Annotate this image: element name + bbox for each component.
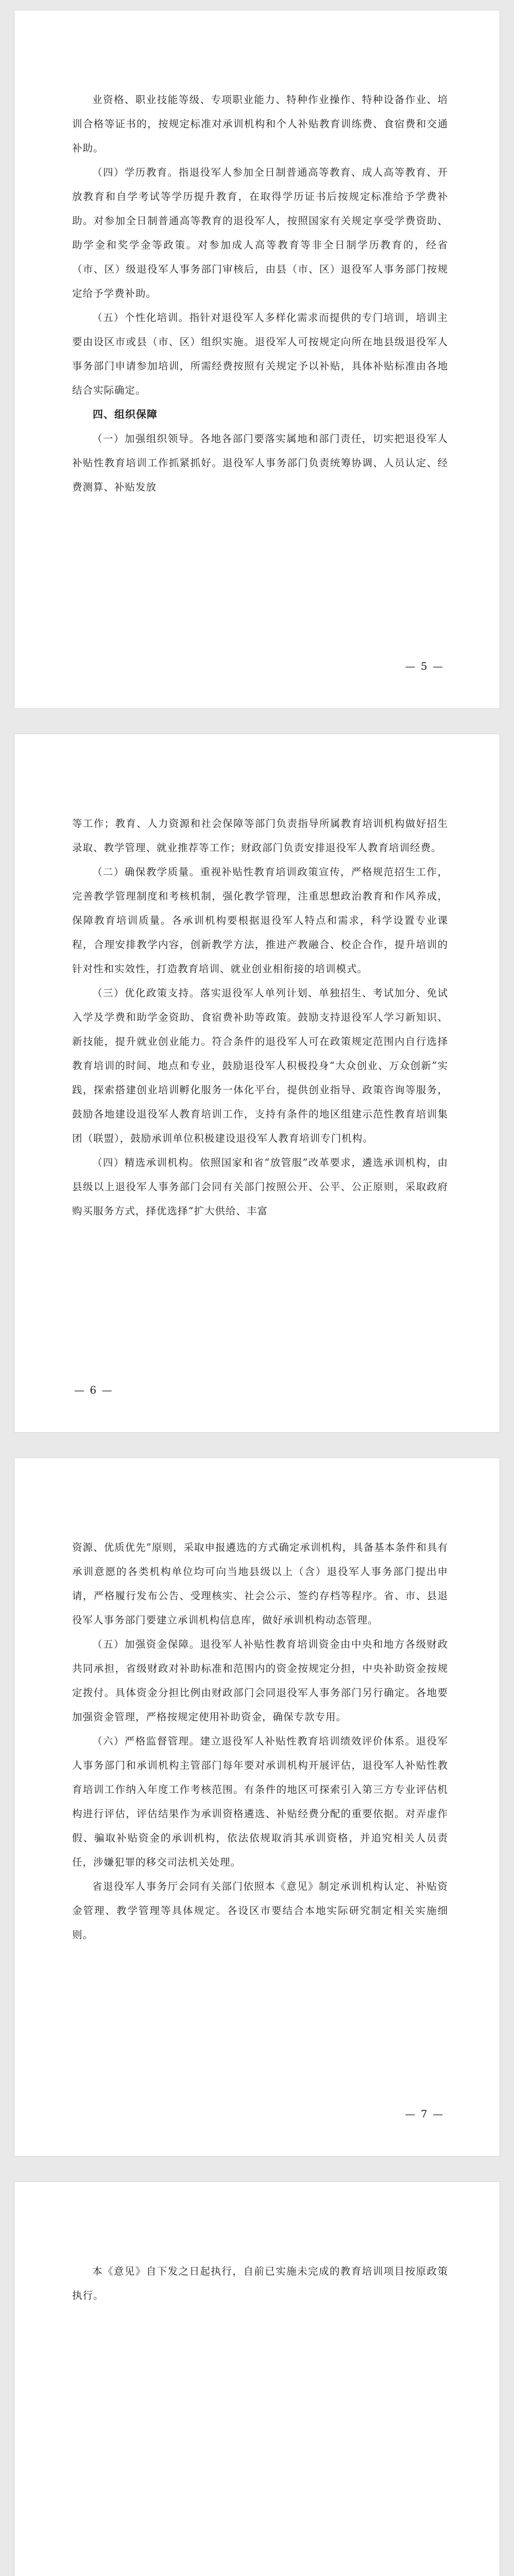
paragraph: （五）个性化培训。指针对退役军人多样化需求而提供的专门培训，培训主要由设区市或县（市、区）组织实施。退役军人可按规定向所在地县级退役军人事务部门申请参加培训，所需经费按照有关规定予以补贴，具体补贴标准由各地结合实际确定。 [72,312,448,396]
paragraph: （二）确保教学质量。重视补贴性教育培训政策宣传，严格规范招生工作，完善教学管理制度和考核机制，强化教学管理，注重思想政治教育和作风养成，保障教育培训质量。各承训机构要根据退役军人特点和需求，科学设置专业课程，合理安排教学内容，创新教学方法，推进产教融合、校企合作，提升培训的针对性和实效性，打造教育培训、就业创业相衔接的培训模式。 [72,866,448,975]
paragraph: （一）加强组织领导。各地各部门要落实属地和部门责任，切实把退役军人补贴性教育培训工作抓紧抓好。退役军人事务部门负责统筹协调、人员认定、经费测算、补贴发放 [72,433,448,493]
page-number: — 6 — [74,1384,113,1396]
page-body [72,2259,448,2308]
section-heading: 四、组织保障 [93,408,158,420]
page-body [72,1535,448,1947]
document-page-5 [14,10,500,708]
document-page-6 [14,734,500,1432]
paragraph: （六）严格监督管理。建立退役军人补贴性教育培训绩效评价体系。退役军人事务部门和承训机构主管部门每年要对承训机构开展评估，退役军人补贴性教育培训工作纳入年度工作考核范围。有条件的地区可探索引入第三方专业评估机构进行评估，评估结果作为承训资格遴选、补贴经费分配的重要依据。对弄虚作假、骗取补贴资金的承训机构，依法依规取消其承训资格，并追究相关人员责任，涉嫌犯罪的移交司法机关处理。 [72,1735,448,1868]
document-page-8 [14,2182,500,2576]
page-body [72,88,448,499]
paragraph: 资源、优质优先”原则，采取申报遴选的方式确定承训机构，具备基本条件和具有承训意愿的各类机构单位均可向当地县级以上（含）退役军人事务部门提出申请，严格履行发布公告、受理核实、社会公示、签约存档等程序。省、市、县退役军人事务部门要建立承训机构信息库，做好承训机构动态管理。 [72,1541,448,1626]
paragraph: 业资格、职业技能等级、专项职业能力、特种作业操作、特种设备作业、培训合格等证书的，按规定标准对承训机构和个人补贴教育训练费、食宿费和交通补助。 [72,94,448,154]
paragraph: 等工作；教育、人力资源和社会保障等部门负责指导所属教育培训机构做好招生录取、教学管理、就业推荐等工作；财政部门负责安排退役军人教育培训经费。 [72,818,448,854]
page-body [72,811,448,1223]
page-number: — 7 — [405,2108,444,2120]
paragraph: （四）精选承训机构。依照国家和省“放管服”改革要求，遴选承训机构，由县级以上退役军人事务部门会同有关部门按照公开、公平、公正原则，采取政府购买服务方式，择优选择“扩大供给、丰富 [72,1157,448,1217]
paragraph: 本《意见》自下发之日起执行，自前已实施未完成的教育培训项目按原政策执行。 [72,2265,448,2301]
paragraph: （五）加强资金保障。退役军人补贴性教育培训资金由中央和地方各级财政共同承担，省级财政对补助标准和范围内的资金按规定分担，中央补助资金按规定拨付。具体资金分担比例由财政部门会同退役军人事务部门另行确定。各地要加强资金管理，严格按规定使用补助资金，确保专款专用。 [72,1638,448,1723]
page-number: — 5 — [405,660,444,672]
paragraph: （四）学历教育。指退役军人参加全日制普通高等教育、成人高等教育、开放教育和自学考试等学历提升教育，在取得学历证书后按规定标准给予学费补助。对参加全日制普通高等教育的退役军人，按照国家有关规定享受学费资助、助学金和奖学金等政策。对参加成人高等教育等非全日制学历教育的，经省（市、区）级退役军人事务部门审核后，由县（市、区）退役军人事务部门按规定给予学费补助。 [72,166,448,299]
paragraph: 省退役军人事务厅会同有关部门依照本《意见》制定承训机构认定、补贴资金管理、教学管理等具体规定。各设区市要结合本地实际研究制定相关实施细则。 [72,1880,448,1941]
document-page-7 [14,1458,500,2156]
paragraph: （三）优化政策支持。落实退役军人单列计划、单独招生、考试加分、免试入学及学费和助学金资助、食宿费补助等政策。鼓励支持退役军人学习新知识、新技能，提升就业创业能力。符合条件的退役军人可在政策规定范围内自行选择教育培训的时间、地点和专业，鼓励退役军人积极投身“大众创业、万众创新”实践，探索搭建创业培训孵化服务一体化平台，提供创业指导、政策咨询等服务，鼓励各地建设退役军人教育培训工作，支持有条件的地区组建示范性教育培训集团（联盟），鼓励承训单位积极建设退役军人教育培训专门机构。 [72,987,448,1144]
